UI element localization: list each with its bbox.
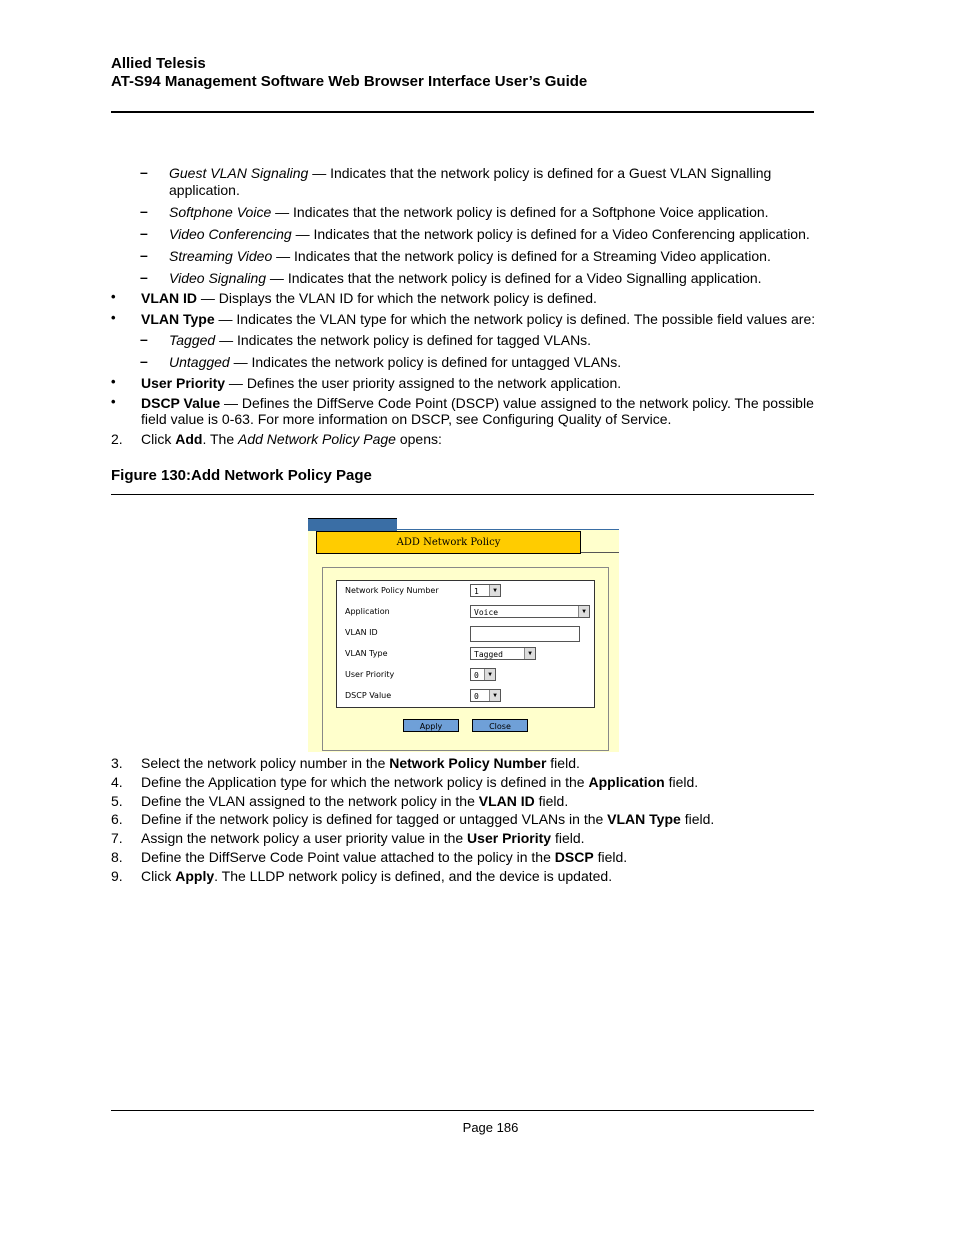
vlan-type-label: VLAN Type [345,649,388,658]
step-number: 7. [111,830,123,846]
bullet-marker: • [111,289,116,304]
step-number: 5. [111,793,123,809]
dash-marker: – [140,269,148,285]
list-item-continuation: application. [169,182,240,198]
dash-marker: – [140,331,148,347]
figure-caption: Figure 130:Add Network Policy Page [111,467,372,484]
apply-button[interactable]: Apply [403,719,459,732]
chevron-down-icon: ▼ [484,669,495,680]
policy-number-select[interactable]: 1 ▼ [470,584,501,597]
caption-rule [111,494,814,495]
dash-marker: – [140,247,148,263]
list-item: Video Conferencing — Indicates that the network policy is defined for a Video Conferencing application. [169,226,810,242]
add-network-policy-screenshot [308,510,619,752]
list-item: Guest VLAN Signaling — Indicates that the network policy is defined for a Guest VLAN Signalling [169,165,772,181]
form-inner-panel [336,580,595,708]
dscp-select[interactable]: 0 ▼ [470,689,501,702]
list-item: VLAN ID — Displays the VLAN ID for which the network policy is defined. [141,290,597,306]
dash-marker: – [140,353,148,369]
dash-marker: – [140,164,148,180]
dash-marker: – [140,225,148,241]
step-text: Click Apply. The LLDP network policy is defined, and the device is updated. [141,868,613,884]
banner-divider [581,552,619,553]
form-banner: ADD Network Policy [316,531,581,554]
vlan-id-label: VLAN ID [345,628,378,637]
application-select[interactable]: Voice ▼ [470,605,590,618]
list-item: Softphone Voice — Indicates that the network policy is defined for a Softphone Voice application. [169,204,769,220]
list-item: VLAN Type — Indicates the VLAN type for which the network policy is defined. The possible field values are: [141,311,816,327]
list-item-continuation: field value is 0-63. For more information on DSCP, see Configuring Quality of Service. [141,411,672,427]
step-text: Define the DiffServe Code Point value attached to the policy in the DSCP field. [141,849,628,865]
dscp-label: DSCP Value [345,691,392,700]
step-number: 3. [111,755,123,771]
list-item: Streaming Video — Indicates that the network policy is defined for a Streaming Video application. [169,248,771,264]
step-text: Define the VLAN assigned to the network policy in the VLAN ID field. [141,793,569,809]
header-rule [111,111,814,113]
chevron-down-icon: ▼ [524,648,535,659]
document-title: AT-S94 Management Software Web Browser Interface User’s Guide [111,73,588,90]
list-item: Video Signaling — Indicates that the network policy is defined for a Video Signalling application. [169,270,762,286]
vlan-type-select[interactable]: Tagged ▼ [470,647,536,660]
chevron-down-icon: ▼ [489,585,500,596]
list-item: Untagged — Indicates the network policy is defined for untagged VLANs. [169,354,622,370]
step-number: 2. [111,431,123,447]
policy-number-label: Network Policy Number [345,586,439,595]
step-text: Define the Application type for which the network policy is defined in the Application field. [141,774,699,790]
step-number: 8. [111,849,123,865]
application-label: Application [345,607,390,616]
user-priority-select[interactable]: 0 ▼ [470,668,496,681]
dash-marker: – [140,203,148,219]
list-item: User Priority — Defines the user priority assigned to the network application. [141,375,622,391]
step-number: 6. [111,811,123,827]
footer-rule [111,1110,814,1111]
list-item: Tagged — Indicates the network policy is defined for tagged VLANs. [169,332,592,348]
bullet-marker: • [111,394,116,409]
vlan-id-input[interactable] [470,626,580,642]
bullet-marker: • [111,374,116,389]
chevron-down-icon: ▼ [578,606,589,617]
step-text: Assign the network policy a user priority value in the User Priority field. [141,830,585,846]
step-text: Select the network policy number in the Network Policy Number field. [141,755,580,771]
step-text: Define if the network policy is defined for tagged or untagged VLANs in the VLAN Type field. [141,811,715,827]
step-text: Click Add. The Add Network Policy Page opens: [141,431,442,447]
chevron-down-icon: ▼ [489,690,500,701]
list-item: DSCP Value — Defines the DiffServe Code Point (DSCP) value assigned to the network policy. The possible [141,395,814,411]
close-button[interactable]: Close [472,719,528,732]
tab-divider [397,529,619,530]
page-number: Page 186 [462,1120,519,1135]
company-name: Allied Telesis [111,55,206,72]
step-number: 9. [111,868,123,884]
user-priority-label: User Priority [345,670,395,679]
bullet-marker: • [111,310,116,325]
tab[interactable] [308,518,397,531]
step-number: 4. [111,774,123,790]
